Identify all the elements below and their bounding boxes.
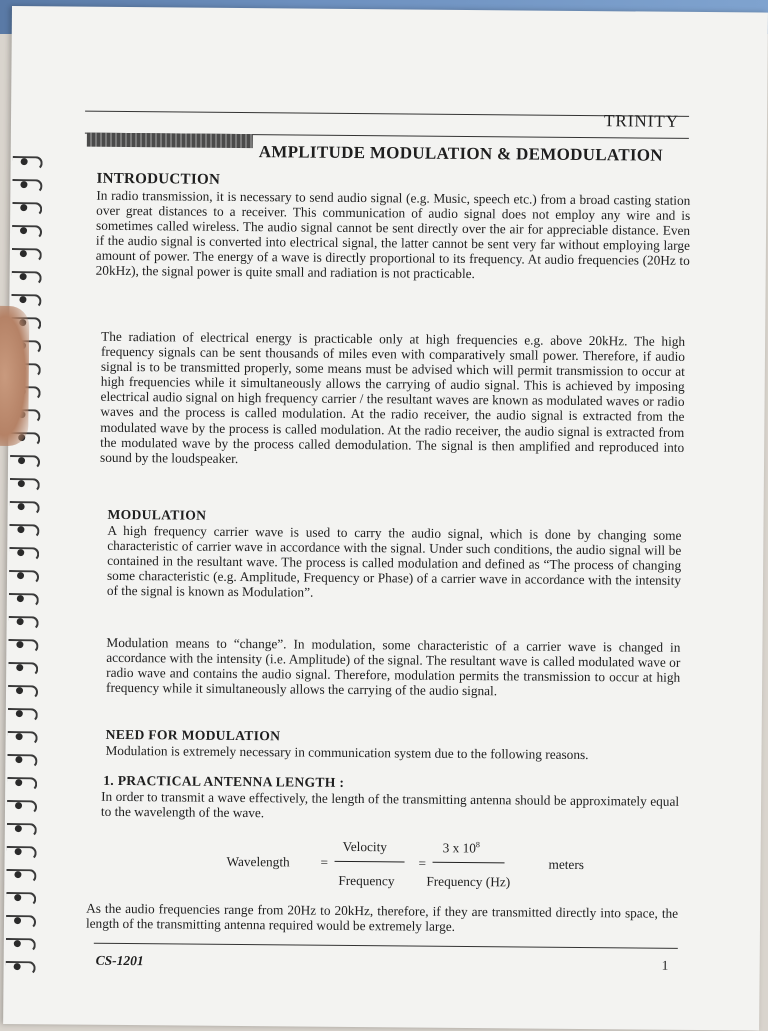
binding-ring (9, 547, 39, 561)
binding-ring (6, 938, 36, 952)
introduction-heading: INTRODUCTION (96, 170, 221, 188)
equation-denominator-frequency-hz: Frequency (Hz) (426, 873, 511, 890)
equation-equals-1: = (320, 854, 329, 870)
punch-hole (16, 664, 23, 671)
footer-rule (94, 943, 678, 949)
modulation-paragraph-2: Modulation means to “change”. In modulation, some characteristic of a carrier wave is changed in accordance with the intensity (i.e. Amplitude) of the signal. The resultant wave is called modulated wave or radio wave and contains the audio signal. Therefore, modulation permits the transmission to occur at high frequency while it simultaneously allows the carrying of the audio signal. (105, 634, 681, 699)
punch-hole (18, 503, 25, 510)
course-code: CS-1201 (95, 952, 144, 969)
equation-numerator-velocity: Velocity (342, 838, 388, 855)
binding-ring (9, 570, 39, 584)
equation-denominator-frequency: Frequency (338, 872, 395, 889)
punch-hole (18, 480, 25, 487)
document-page (3, 6, 768, 1031)
introduction-paragraph-1: In radio transmission, it is necessary to send audio signal (e.g. Music, speech etc.) from a broad casting station over great distances to a receiver. This communication of audio signal does not employ any wire and is sometimes called wireless. The audio signal cannot be sent directly over the air for appreciable distance. Even if the audio signal is converted into electrical signal, the latter cannot be sent very far without employing large amount of power. The energy of a wave is directly proportional to its frequency. At audio frequencies (20Hz to 20kHz), the signal power is quite small and radiation is not practicable. (95, 187, 691, 282)
punch-hole (21, 158, 28, 165)
antenna-length-text: In order to transmit a wave effectively, the length of the transmitting antenna should be approximately equal to the wavelength of the wave. (100, 788, 680, 821)
binding-ring (13, 156, 43, 170)
binding-ring (9, 616, 39, 630)
punch-hole (15, 779, 22, 786)
binding-ring (12, 225, 42, 239)
punch-hole (20, 273, 27, 280)
punch-hole (15, 825, 22, 832)
binding-ring (8, 685, 38, 699)
punch-hole (20, 250, 27, 257)
binding-ring (7, 800, 37, 814)
binding-ring (8, 731, 38, 745)
binding-ring (10, 455, 40, 469)
binding-ring (10, 501, 40, 515)
brand-name: TRINITY (603, 111, 680, 131)
punch-hole (20, 204, 27, 211)
antenna-length-heading: 1. PRACTICAL ANTENNA LENGTH : (103, 772, 345, 790)
binding-ring (12, 248, 42, 262)
punch-hole (17, 526, 24, 533)
fraction-bar-1 (335, 861, 405, 863)
page-number: 1 (661, 957, 669, 973)
punch-hole (18, 457, 25, 464)
punch-hole (16, 641, 23, 648)
binding-ring (12, 202, 42, 216)
punch-hole (15, 756, 22, 763)
modulation-paragraph-1: A high frequency carrier wave is used to carry the audio signal, which is done by changing some characteristic of carrier wave in accordance with the signal. Under such conditions, the audio signal will be contained in the resultant wave. The process is called modulation and defined as “The process of changing some characteristic (e.g. Amplitude, Frequency or Phase) of a carrier wave in accordance with the intensity of the signal is known as Modulation”. (106, 522, 682, 601)
binding-ring (12, 179, 42, 193)
punch-hole (15, 802, 22, 809)
binding-ring (8, 708, 38, 722)
binding-ring (7, 823, 37, 837)
punch-hole (14, 963, 21, 970)
modulation-heading: MODULATION (107, 506, 207, 523)
need-for-modulation-heading: NEED FOR MODULATION (105, 726, 281, 744)
punch-hole (20, 181, 27, 188)
punch-hole (16, 733, 23, 740)
punch-hole (16, 710, 23, 717)
punch-hole (14, 940, 21, 947)
equation-lhs: Wavelength (226, 853, 290, 870)
punch-hole (14, 917, 21, 924)
punch-hole (15, 848, 22, 855)
punch-hole (17, 595, 24, 602)
binding-ring (9, 593, 39, 607)
closing-paragraph: As the audio frequencies range from 20Hz to 20kHz, therefore, if they are transmitted directly into space, the length of the transmitting antenna required would be extremely large. (85, 900, 679, 934)
punch-hole (17, 549, 24, 556)
punch-hole (16, 687, 23, 694)
binding-ring (10, 478, 40, 492)
fraction-bar-2 (433, 862, 505, 864)
equation-equals-2: = (418, 855, 427, 871)
punch-hole (14, 871, 21, 878)
binding-ring (8, 662, 38, 676)
punch-hole (14, 894, 21, 901)
binding-ring (6, 892, 36, 906)
binding-ring (12, 271, 42, 285)
binding-ring (7, 777, 37, 791)
binding-ring (7, 754, 37, 768)
need-for-modulation-text: Modulation is extremely necessary in communication system due to the following reasons. (105, 742, 589, 763)
punch-hole (17, 618, 24, 625)
page-title: AMPLITUDE MODULATION & DEMODULATION (258, 142, 663, 165)
punch-hole (17, 572, 24, 579)
equation-numerator-3x10-8: 3 x $10^8$ (442, 840, 480, 856)
header-rule (85, 111, 689, 117)
punch-hole (19, 296, 26, 303)
binding-ring (9, 524, 39, 538)
introduction-paragraph-2: The radiation of electrical energy is practicable only at high frequencies e.g. above 20kHz. The high frequency signals can be sent thousands of miles even with comparatively small power. Therefore, if audio signal is to be transmitted properly, some means must be advised which will permit transmission to occur at high frequencies while it simultaneously allows the carrying of audio signal. This is achieved by imposing electrical audio signal on high frequency carrier / the resultant waves are known as modulated waves or radio waves and the process is called modulation. At the radio receiver, the audio signal is extracted from the modulated wave by the process is called modulation. At the radio receiver, the audio signal is extracted from the modulated wave by the process called demodulation. The signal is then amplified and reproduced into sound by the loudspeaker. (100, 328, 686, 466)
punch-hole (20, 227, 27, 234)
binding-ring (8, 639, 38, 653)
equation-unit: meters (548, 856, 585, 873)
thumb-shadow (0, 306, 29, 446)
binding-ring (7, 846, 37, 860)
spiral-binding (3, 156, 46, 1006)
exponent: 8 (475, 840, 480, 850)
binding-ring (6, 961, 36, 975)
binding-ring (6, 869, 36, 883)
title-decor-bar (87, 133, 253, 148)
binding-ring (6, 915, 36, 929)
